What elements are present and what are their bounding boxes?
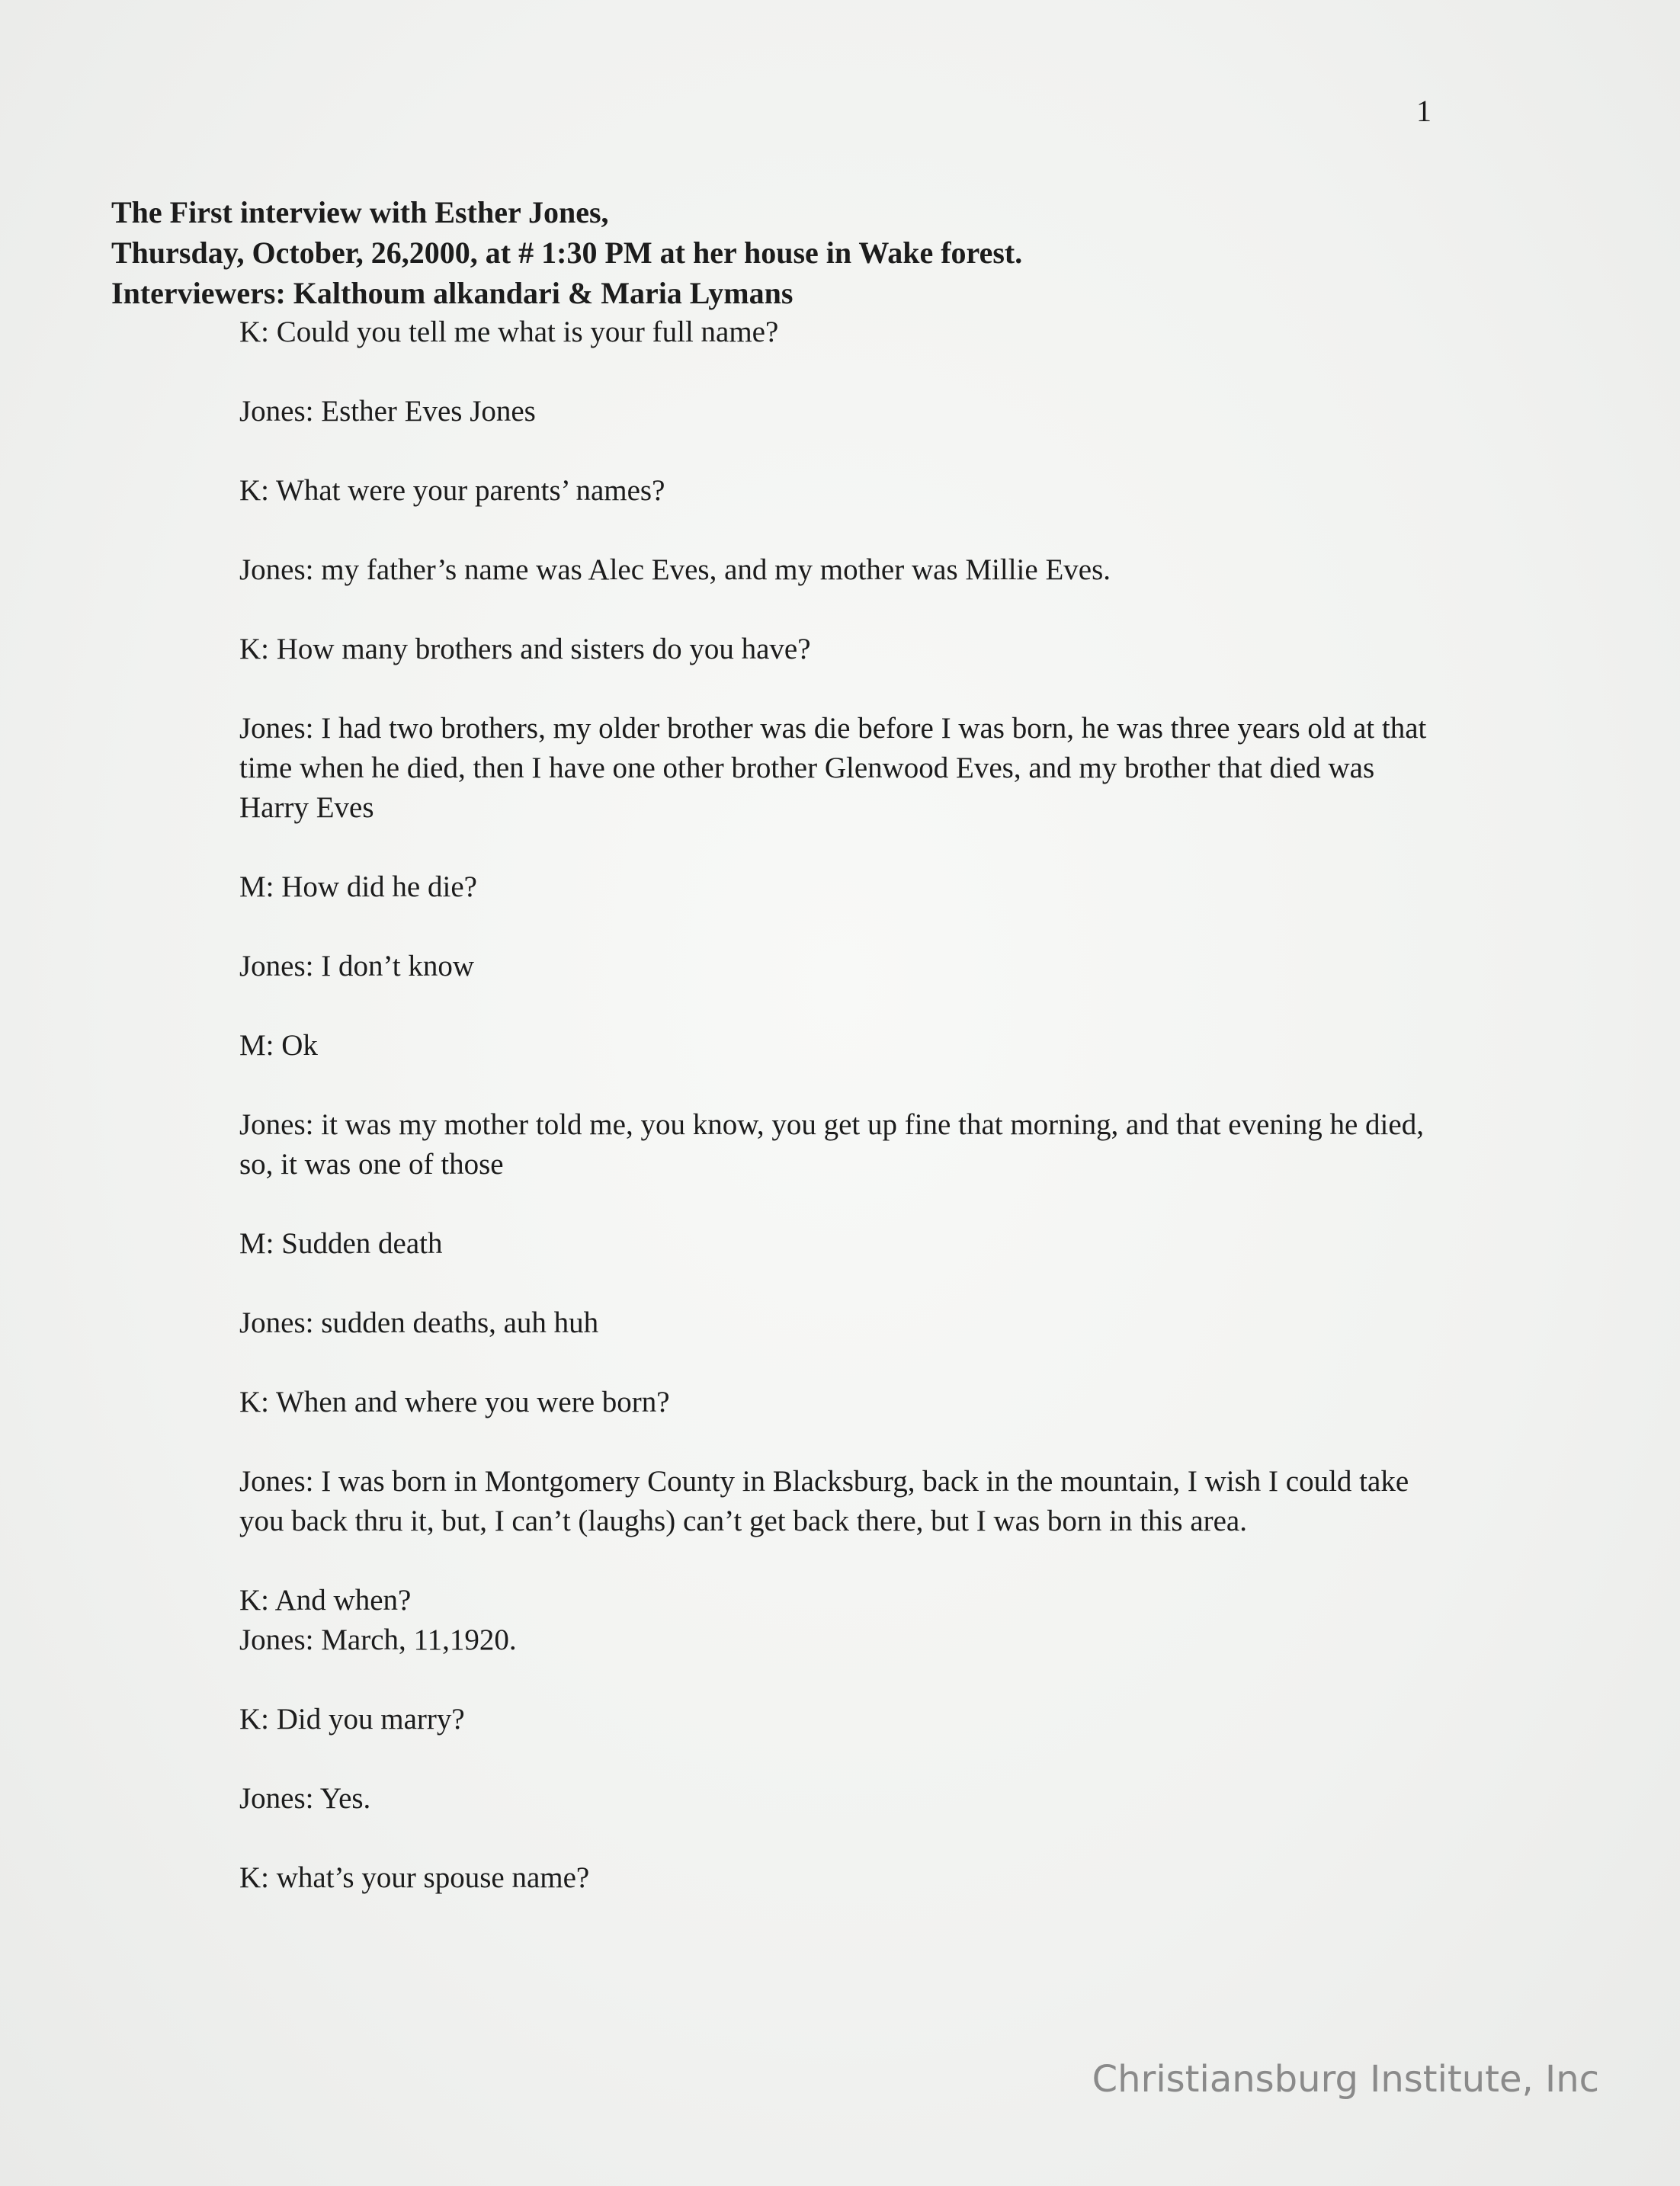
speaker-label: Jones: xyxy=(239,950,314,982)
transcript-line xyxy=(239,1700,1428,1739)
speaker-label: M: xyxy=(239,1227,274,1260)
institution-watermark: Christiansburg Institute, Inc xyxy=(1092,2058,1599,2101)
transcript-line xyxy=(239,1383,1428,1422)
transcript-line xyxy=(239,550,1428,590)
utterance-text: Sudden death xyxy=(281,1227,443,1260)
speaker-label: K: xyxy=(239,633,269,665)
page-number: 1 xyxy=(1416,94,1432,128)
speaker-label: Jones: xyxy=(239,1306,314,1339)
transcript-line xyxy=(239,630,1428,669)
transcript-line xyxy=(239,1581,1428,1620)
utterance-text: Ok xyxy=(281,1029,318,1062)
utterance-text: it was my mother told me, you know, you get up fine that morning, and that evening he died, so, it was one of those xyxy=(239,1108,1424,1181)
speaker-label: Jones: xyxy=(239,712,314,745)
utterance-text: How did he die? xyxy=(281,870,477,903)
transcript-line xyxy=(239,392,1428,431)
speaker-label: K: xyxy=(239,474,269,507)
speaker-label: K: xyxy=(239,316,269,348)
utterance-text: Did you marry? xyxy=(276,1703,465,1736)
transcript-line xyxy=(239,947,1428,986)
transcript-line xyxy=(239,709,1428,828)
utterance-text: I was born in Montgomery County in Blacksburg, back in the mountain, I wish I could take you back thru it, but, I can’t (laughs) can’t get back there, but I was born in this area. xyxy=(239,1465,1409,1537)
utterance-text: March, 11,1920. xyxy=(321,1623,517,1656)
speaker-label: K: xyxy=(239,1584,269,1617)
speaker-label: M: xyxy=(239,1029,274,1062)
speaker-label: Jones: xyxy=(239,1782,314,1815)
utterance-text: my father’s name was Alec Eves, and my mother was Millie Eves. xyxy=(321,553,1111,586)
transcript-line xyxy=(239,1779,1428,1819)
speaker-label: Jones: xyxy=(239,553,314,586)
interview-date-location: Thursday, October, 26,2000, at # 1:30 PM at her house in Wake forest. xyxy=(111,236,1023,270)
transcript-line xyxy=(239,1620,1428,1660)
utterance-text: What were your parents’ names? xyxy=(276,474,665,507)
utterance-text: I don’t know xyxy=(321,950,475,982)
utterance-text: When and where you were born? xyxy=(276,1386,670,1418)
utterance-text: Esther Eves Jones xyxy=(321,395,536,428)
speaker-label: Jones: xyxy=(239,395,314,428)
speaker-label: Jones: xyxy=(239,1108,314,1141)
utterance-text: I had two brothers, my older brother was die before I was born, he was three years old at that time when he died, then I have one other brother Glenwood Eves, and my brother that died was Harry Eves xyxy=(239,712,1427,824)
transcript-line xyxy=(239,867,1428,907)
transcript-line xyxy=(239,1858,1428,1898)
utterance-text: what’s your spouse name? xyxy=(276,1861,590,1894)
speaker-label: K: xyxy=(239,1703,269,1736)
transcript xyxy=(239,313,1428,1938)
utterance-text: How many brothers and sisters do you have? xyxy=(276,633,811,665)
transcript-line xyxy=(239,1462,1428,1541)
utterance-text: And when? xyxy=(274,1584,412,1617)
interviewers-line: Interviewers: Kalthoum alkandari & Maria Lymans xyxy=(111,276,794,310)
transcript-line xyxy=(239,1026,1428,1066)
speaker-label: K: xyxy=(239,1861,269,1894)
utterance-text: Could you tell me what is your full name? xyxy=(276,316,779,348)
transcript-line xyxy=(239,1303,1428,1343)
transcript-line xyxy=(239,1105,1428,1184)
interview-title: The First interview with Esther Jones, xyxy=(111,195,609,229)
speaker-label: K: xyxy=(239,1386,269,1418)
utterance-text: Yes. xyxy=(319,1782,371,1815)
interview-header xyxy=(111,192,1560,313)
transcript-line xyxy=(239,1224,1428,1264)
transcript-line xyxy=(239,471,1428,511)
speaker-label: Jones: xyxy=(239,1465,314,1498)
speaker-label: Jones: xyxy=(239,1623,314,1656)
speaker-label: M: xyxy=(239,870,274,903)
utterance-text: sudden deaths, auh huh xyxy=(321,1306,599,1339)
transcript-line xyxy=(239,313,1428,352)
